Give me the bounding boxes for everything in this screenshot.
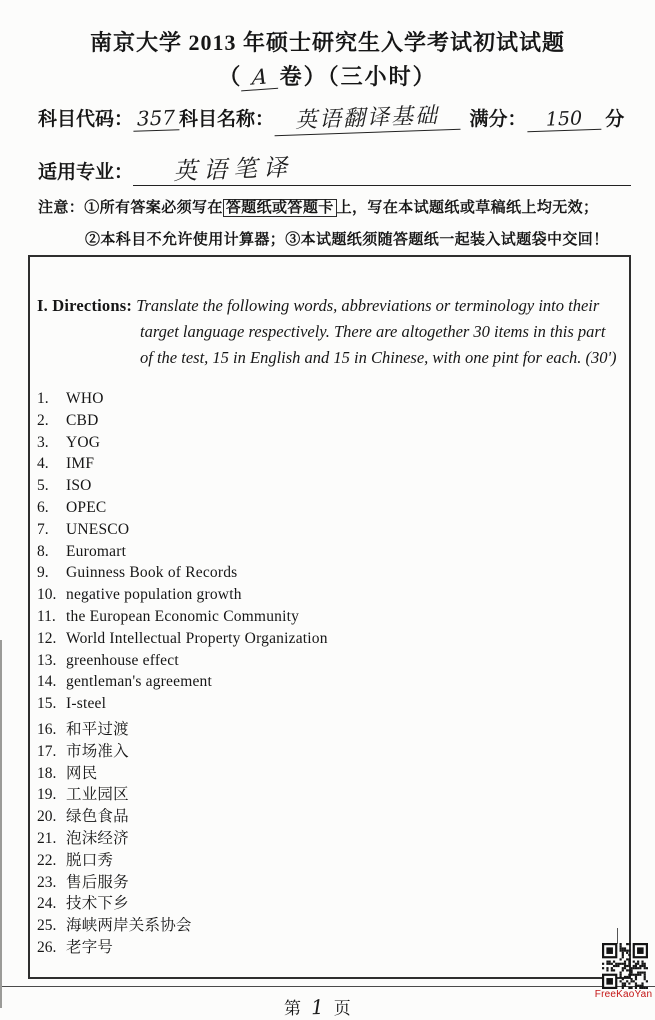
item-number: 15. bbox=[37, 695, 57, 713]
scan-line-artifact bbox=[617, 928, 618, 944]
item-number: 25. bbox=[37, 917, 57, 935]
item-text: 和平过渡 bbox=[66, 720, 129, 738]
list-item bbox=[35, 455, 629, 477]
exam-version-line bbox=[0, 60, 655, 91]
list-item bbox=[35, 390, 629, 412]
major-label: 适用专业： bbox=[38, 162, 134, 183]
item-number: 7. bbox=[37, 520, 49, 538]
page-title: 南京大学 2013 年硕士研究生入学考试初试试题 bbox=[89, 30, 565, 55]
list-item bbox=[35, 695, 629, 717]
page-label-post: 页 bbox=[333, 999, 353, 1018]
item-number: 23. bbox=[37, 873, 57, 891]
watermark-text: FreeKaoYan bbox=[594, 989, 653, 1000]
item-text: Guinness Book of Records bbox=[66, 564, 238, 582]
item-number: 13. bbox=[37, 651, 57, 669]
notice-block bbox=[38, 196, 638, 249]
subject-name-value: 英语翻译基础 bbox=[274, 98, 461, 136]
item-text: Euromart bbox=[66, 542, 127, 560]
page-footer bbox=[284, 994, 353, 1019]
major-value: 英语笔译 bbox=[172, 153, 294, 186]
item-number: 2. bbox=[37, 411, 49, 429]
item-text: negative population growth bbox=[66, 586, 242, 604]
item-number: 6. bbox=[37, 498, 49, 516]
item-text: 工业园区 bbox=[66, 786, 129, 804]
list-item bbox=[35, 717, 629, 739]
item-number: 11. bbox=[37, 607, 56, 625]
item-text: UNESCO bbox=[66, 520, 130, 538]
list-item bbox=[35, 543, 629, 565]
section1-directions-text: Translate the following words, abbreviations or terminology into their target language respectively. There are altogether 30 items in this part of the test, 15 in English and 15 in Chinese, with one pint for each. (30') bbox=[136, 296, 617, 367]
list-item bbox=[35, 761, 629, 783]
item-number: 16. bbox=[37, 720, 57, 738]
item-number: 19. bbox=[37, 786, 57, 804]
list-item bbox=[35, 608, 629, 630]
item-number: 20. bbox=[37, 808, 57, 826]
item-text: ISO bbox=[66, 477, 92, 495]
item-number: 5. bbox=[37, 477, 49, 495]
item-text: 售后服务 bbox=[66, 873, 129, 891]
item-number: 12. bbox=[37, 629, 57, 647]
bottom-rule bbox=[0, 986, 655, 987]
full-score-label: 满分： bbox=[469, 109, 527, 130]
item-number: 24. bbox=[37, 895, 57, 913]
notice-boxed-text: 答题纸或答题卡 bbox=[223, 199, 337, 217]
item-text: gentleman's agreement bbox=[66, 673, 213, 691]
subject-code-value: 357 bbox=[133, 105, 180, 132]
list-item bbox=[35, 804, 629, 826]
qr-code-svg bbox=[602, 943, 648, 989]
item-number: 3. bbox=[37, 433, 49, 451]
item-text: CBD bbox=[66, 411, 99, 429]
item-number: 26. bbox=[37, 938, 57, 956]
list-item bbox=[35, 826, 629, 848]
notice-line2: ②本科目不允许使用计算器；③本试题纸须随答题纸一起装入试题袋中交回！ bbox=[85, 232, 609, 248]
item-text: 老字号 bbox=[66, 938, 114, 956]
version-close-text: 卷）（三小时） bbox=[279, 64, 437, 89]
list-item bbox=[35, 434, 629, 456]
list-item bbox=[35, 913, 629, 935]
section1-heading: I. Directions: bbox=[37, 296, 133, 315]
list-item bbox=[35, 739, 629, 761]
section1-directions bbox=[37, 293, 621, 371]
full-score-value: 150 bbox=[526, 107, 601, 133]
major-underline bbox=[133, 150, 631, 186]
major-row bbox=[38, 150, 638, 186]
list-item bbox=[35, 870, 629, 892]
term-list bbox=[35, 390, 629, 957]
list-item bbox=[35, 935, 629, 957]
notice-line1-pre: ①所有答案必须写在 bbox=[84, 200, 223, 216]
item-number: 22. bbox=[37, 851, 57, 869]
question-box bbox=[28, 255, 631, 979]
subject-code-label: 科目代码： bbox=[38, 109, 134, 130]
page-number-handwritten: 1 bbox=[310, 994, 327, 1020]
scan-edge-artifact bbox=[0, 640, 2, 1008]
item-text: 网民 bbox=[66, 764, 98, 782]
list-item bbox=[35, 412, 629, 434]
list-item bbox=[35, 630, 629, 652]
item-text: 市场准入 bbox=[66, 742, 129, 760]
list-item bbox=[35, 652, 629, 674]
list-item bbox=[35, 673, 629, 695]
exam-info-fields bbox=[38, 101, 638, 186]
item-number: 4. bbox=[37, 455, 49, 473]
item-number: 14. bbox=[37, 673, 57, 691]
qr-code bbox=[602, 943, 648, 989]
subject-name-label: 科目名称： bbox=[179, 109, 275, 130]
item-number: 9. bbox=[37, 564, 49, 582]
item-text: 泡沫经济 bbox=[66, 829, 129, 847]
list-item bbox=[35, 521, 629, 543]
item-text: the European Economic Community bbox=[66, 607, 300, 625]
version-open-paren: （ bbox=[218, 64, 243, 89]
item-text: WHO bbox=[66, 390, 104, 407]
item-text: 脱口秀 bbox=[66, 851, 114, 869]
notice-label: 注意： bbox=[38, 200, 85, 216]
list-item bbox=[35, 782, 629, 804]
item-number: 17. bbox=[37, 742, 57, 760]
item-number: 8. bbox=[37, 542, 49, 560]
item-text: 海峡两岸关系协会 bbox=[66, 917, 192, 935]
item-text: YOG bbox=[66, 433, 101, 451]
list-item bbox=[35, 564, 629, 586]
item-number: 10. bbox=[37, 586, 57, 604]
list-item bbox=[35, 891, 629, 913]
item-number: 1. bbox=[37, 390, 49, 407]
subject-row bbox=[38, 101, 638, 133]
item-number: 21. bbox=[37, 829, 57, 847]
list-item bbox=[35, 848, 629, 870]
list-item bbox=[35, 586, 629, 608]
item-text: IMF bbox=[66, 455, 95, 473]
full-score-unit: 分 bbox=[605, 109, 625, 130]
list-item bbox=[35, 499, 629, 521]
item-text: 技术下乡 bbox=[66, 895, 129, 913]
notice-line1-post: 上，写在本试题纸或草稿纸上均无效； bbox=[336, 200, 599, 216]
item-text: I-steel bbox=[66, 695, 107, 713]
item-number: 18. bbox=[37, 764, 57, 782]
list-item bbox=[35, 477, 629, 499]
item-text: OPEC bbox=[66, 498, 107, 516]
item-text: greenhouse effect bbox=[66, 651, 179, 669]
item-text: 绿色食品 bbox=[66, 808, 129, 826]
page-label-pre: 第 bbox=[284, 999, 303, 1018]
exam-version-handwritten: A bbox=[242, 64, 281, 92]
item-text: World Intellectual Property Organization bbox=[66, 629, 328, 647]
